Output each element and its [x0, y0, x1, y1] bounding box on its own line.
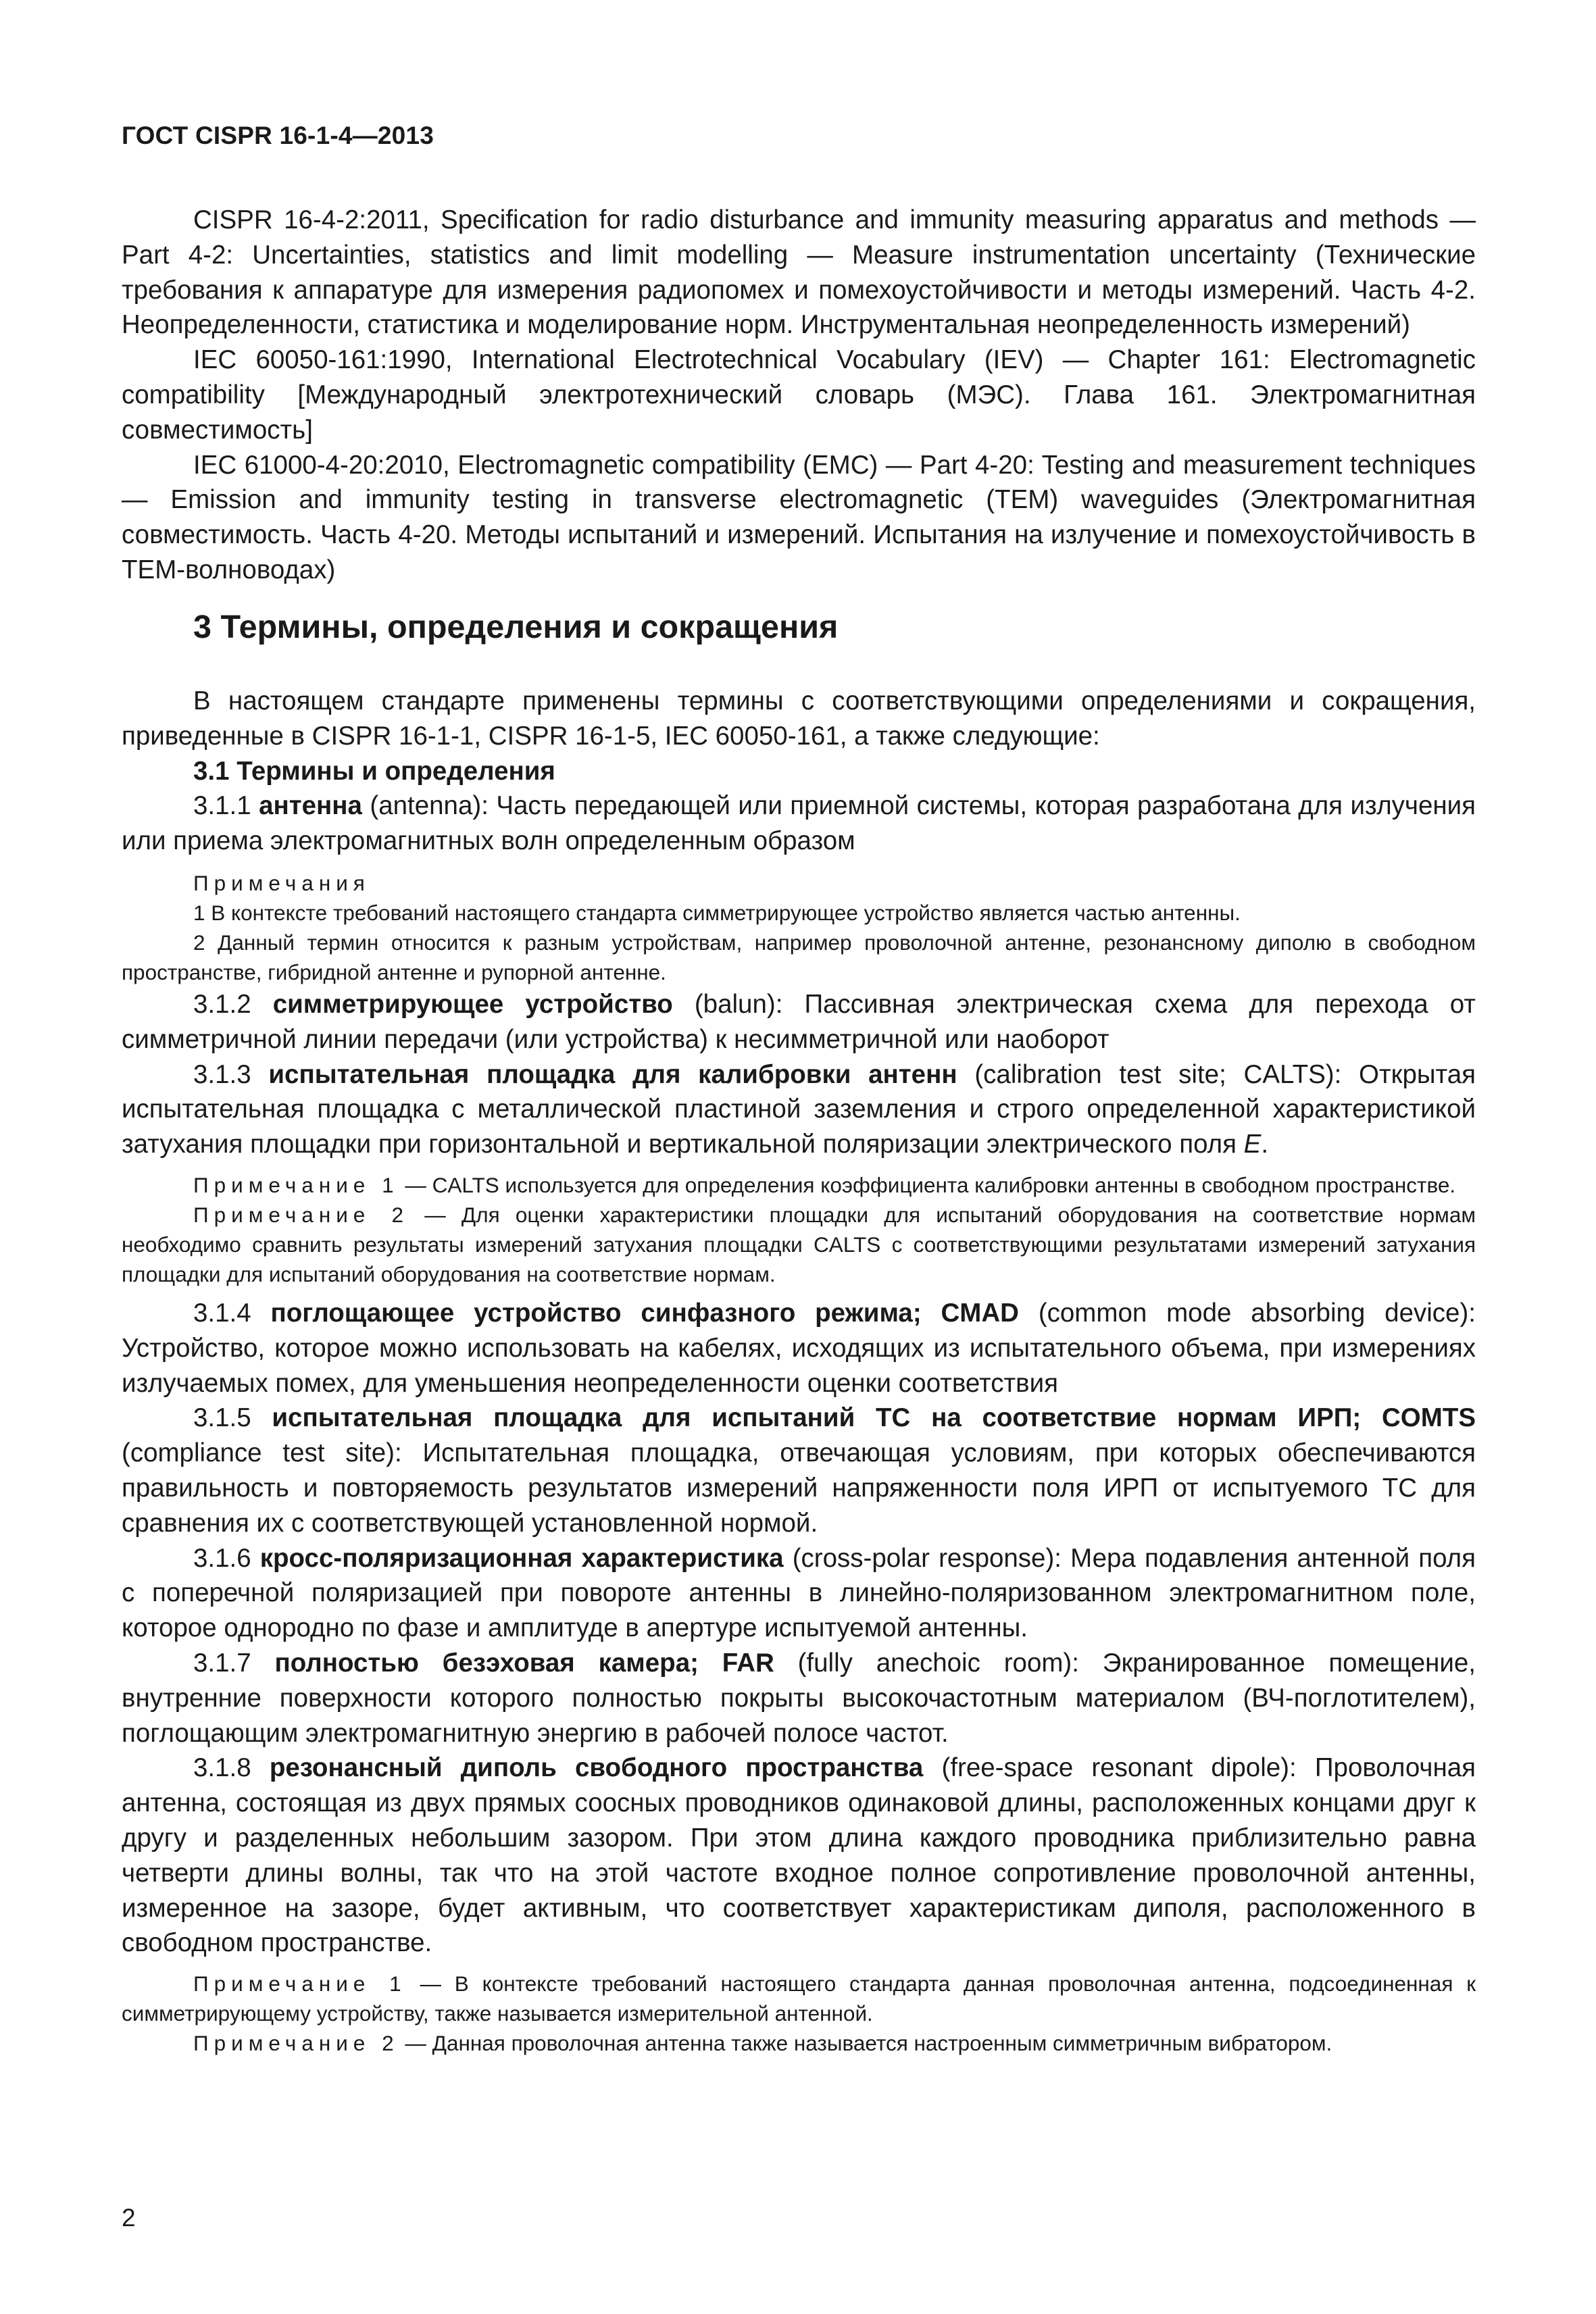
term-number: 3.1.2: [193, 989, 273, 1019]
term-definition: (free-space resonant dipole): Проволочная антенна, состоящая из двух прямых соосных проводников одинаковой длины, расположенных концами друг к другу и разделенных небольшим зазором. При этом длина каждого проводника приблизительно равна четверти длины волны, так что на этой частоте входное полное сопротивление проволочной антенны, измеренное на зазоре, будет активным, что соответствует характеристикам диполя, расположенного в свободном пространстве.: [122, 1753, 1476, 1958]
note-3-1-1-2: 2 Данный термин относится к разным устройствам, например проволочной антенне, резонансному диполю в свободном пространстве, гибридной антенне и рупорной антенне.: [122, 930, 1476, 984]
term-definition: (antenna): Часть передающей или приемной системы, которая разработана для излучения или приема электромагнитных волн определенным образом: [122, 791, 1476, 856]
reference-iec-60050-161: IEC 60050-161:1990, International Electrotechnical Vocabulary (IEV) — Chapter 161: Electromagnetic compatibility [Международный электротехнический словарь (МЭС). Глава 161. Электромагнитная совместимость]: [122, 345, 1476, 445]
term-number: 3.1.8: [193, 1753, 270, 1783]
note-3-1-8-2: [122, 2028, 1476, 2058]
section-3: [122, 607, 1476, 647]
reference-iec-61000-4-20: IEC 61000-4-20:2010, Electromagnetic compatibility (EMC) — Part 4-20: Testing and measurement techniques — Emission and immunity testing in transverse electromagnetic (TEM) waveguides (Электромагнитная совместимость. Часть 4-20. Методы испытаний и измерений. Испытания на излучение и помехоустойчивость в ТЕМ-волноводах): [122, 450, 1476, 584]
reference-cispr-16-4-2: CISPR 16-4-2:2011, Specification for radio disturbance and immunity measuring apparatus and methods — Part 4-2: Uncertainties, statistics and limit modelling — Measure instrumentation uncertainty (Технические требования к аппаратуре для измерения радиопомех и помехоустойчивости и методы измерений. Часть 4-2. Неопределенности, статистика и моделирование норм. Инструментальная неопределенность измерений): [122, 205, 1476, 340]
term-3-1-7: [122, 1646, 1476, 1751]
field-symbol: E: [1243, 1130, 1262, 1159]
note-3-1-3-1: [122, 1170, 1476, 1200]
note-text: — Для оценки характеристики площадки для испытаний оборудования на соответствие нормам необходимо сравнить результаты измерений затухания площадки CALTS с соответствующими результатами измерений затухания площадки для испытаний оборудования на соответствие нормам.: [122, 1202, 1476, 1286]
term-3-1-4: [122, 1296, 1476, 1401]
term-3-1-6: [122, 1541, 1476, 1646]
term-name: резонансный диполь свободного пространства: [269, 1753, 924, 1783]
note-text: — В контексте требований настоящего стандарта данная проволочная антенна, подсоединенная к симметрирующему устройству, также называется измерительной антенной.: [122, 1971, 1476, 2026]
note-label: Примечание 1: [193, 1172, 399, 1197]
term-number: 3.1.6: [193, 1543, 260, 1573]
section-3-body: [122, 684, 1476, 2058]
page-header: ГОСТ CISPR 16-1-4—2013: [122, 122, 434, 149]
term-number: 3.1.4: [193, 1298, 271, 1328]
notes-label: [122, 868, 1476, 898]
term-name: испытательная площадка для испытаний ТС на соответствие нормам ИРП; COMTS: [272, 1403, 1476, 1433]
note-text: — Данная проволочная антенна также называется настроенным симметричным вибратором.: [399, 2031, 1332, 2056]
term-3-1-3: [122, 1057, 1476, 1162]
term-3-1-8: [122, 1751, 1476, 1961]
term-name: антенна: [259, 791, 362, 821]
term-number: 3.1.7: [193, 1648, 275, 1678]
note-3-1-8-1: [122, 1969, 1476, 2028]
term-end: .: [1261, 1130, 1269, 1159]
note-3-1-1-1: 1 В контексте требований настоящего стандарта симметрирующее устройство является частью антенны.: [193, 900, 1241, 925]
page-number: 2: [122, 2204, 136, 2232]
term-definition: (fully anechoic room): Экранированное помещение, внутренние поверхности которого полностью покрыты высокочастотным материалом (ВЧ-поглотителем), поглощающим электромагнитную энергию в рабочей полосе частот.: [122, 1648, 1476, 1748]
note-label: Примечание 2: [193, 1202, 409, 1227]
section-heading: 3 Термины, определения и сокращения: [193, 609, 839, 645]
term-definition: (common mode absorbing device): Устройство, которое можно использовать на кабелях, исходящих из испытательного объема, при измерениях излучаемых помех, для уменьшения неопределенности оценки соответствия: [122, 1298, 1476, 1398]
references-block: [122, 203, 1476, 588]
term-number: 3.1.1: [193, 791, 259, 821]
section-intro: В настоящем стандарте применены термины с соответствующими определениями и сокращения, приведенные в CISPR 16-1-1, CISPR 16-1-5, IEC 60050-161, а также следующие:: [122, 686, 1476, 751]
term-definition: (calibration test site; CALTS): Открытая испытательная площадка с металлической пластиной заземления и строго определенной характеристикой затухания площадки при горизонтальной и вертикальной поляризации электрического поля: [122, 1059, 1476, 1159]
note-3-1-3-2: [122, 1200, 1476, 1289]
notes-label-text: Примечания: [193, 870, 370, 895]
note-text: — CALTS используется для определения коэффициента калибровки антенны в свободном пространстве.: [399, 1172, 1456, 1197]
subsection-heading-text: 3.1 Термины и определения: [193, 756, 555, 786]
term-3-1-1: [122, 788, 1476, 859]
term-definition: (cross-polar response): Мера подавления антенной поля с поперечной поляризацией при повороте антенны в линейно-поляризованном электромагнитном поле, которое однородно по фазе и амплитуде в апертуре испытуемой антенны.: [122, 1543, 1476, 1643]
term-definition: (compliance test site): Испытательная площадка, отвечающая условиям, при которых обеспечиваются правильность и повторяемость результатов измерений напряженности поля ИРП от испытуемого ТС для сравнения их с соответствующей установленной нормой.: [122, 1438, 1476, 1538]
term-name: испытательная площадка для калибровки антенн: [268, 1059, 957, 1089]
term-name: поглощающее устройство синфазного режима; CMAD: [270, 1298, 1019, 1328]
term-definition: (balun): Пассивная электрическая схема для перехода от симметричной линии передачи (или устройства) к несимметричной или наоборот: [122, 989, 1476, 1054]
note-label: Примечание 2: [193, 2031, 399, 2056]
term-3-1-5: [122, 1401, 1476, 1540]
term-3-1-2: [122, 987, 1476, 1057]
term-name: симметрирующее устройство: [272, 989, 673, 1019]
subsection-heading: [122, 754, 1476, 789]
term-name: полностью безэховая камера; FAR: [274, 1648, 774, 1678]
term-number: 3.1.5: [193, 1403, 272, 1433]
term-number: 3.1.3: [193, 1059, 269, 1089]
note-label: Примечание 1: [193, 1971, 407, 1996]
term-name: кросс-поляризационная характеристика: [259, 1543, 784, 1573]
